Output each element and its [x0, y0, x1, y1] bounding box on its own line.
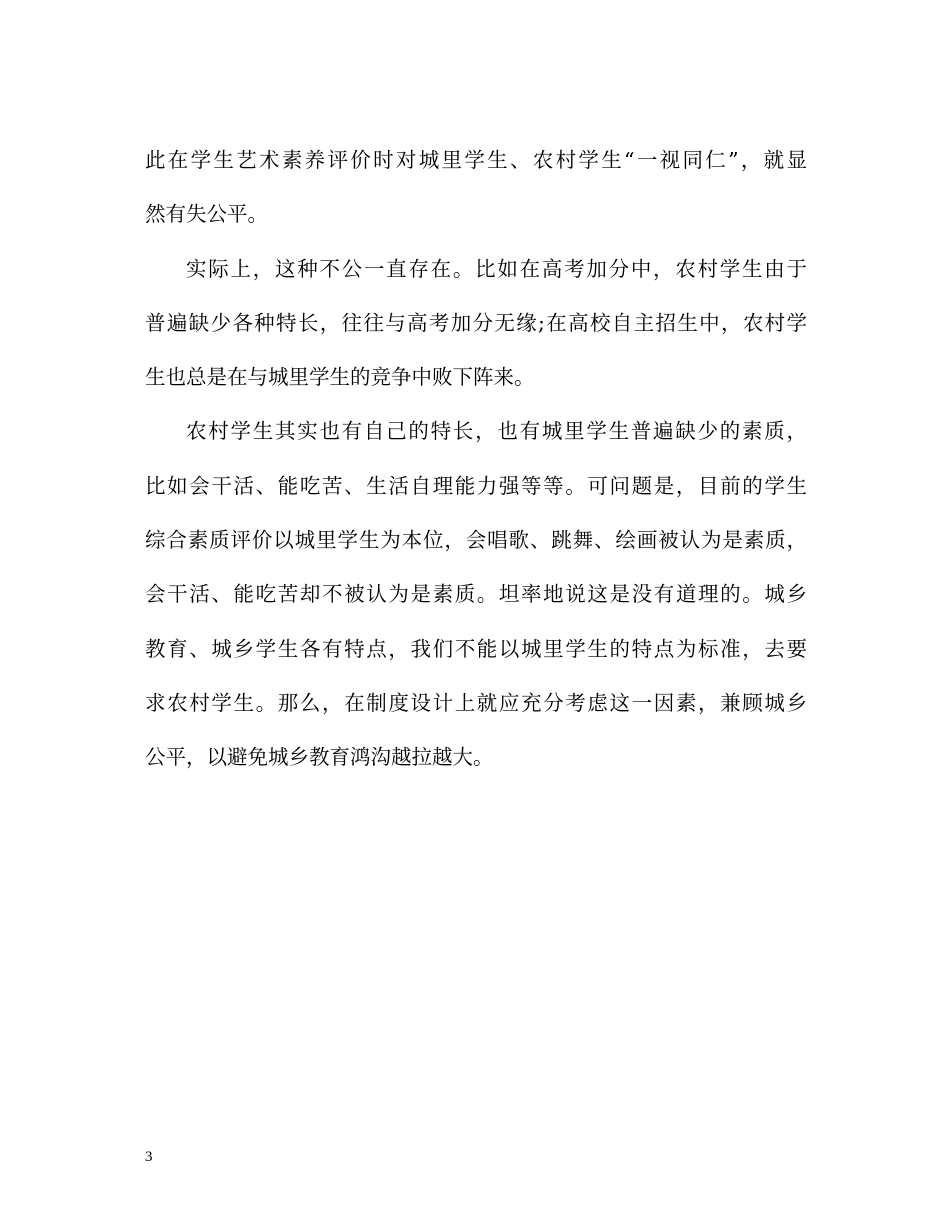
- paragraph-first-line: 农村学生其实也有自己的特长，也有城里学生普遍缺少的素质，: [186, 419, 807, 444]
- text-line: 公平，以避免城乡教育鸿沟越拉越大。: [145, 745, 494, 770]
- text-line: 此在学生艺术素养评价时对城里学生、农村学生“一视同仁”，就显: [145, 148, 807, 172]
- text-line: 生也总是在与城里学生的竞争中败下阵来。: [145, 365, 535, 390]
- page-number: 3: [145, 1149, 153, 1165]
- paragraph-first-line: 实际上，这种不公一直存在。比如在高考加分中，农村学生由于: [186, 256, 807, 281]
- text-line: 普遍缺少各种特长，往往与高考加分无缘;在高校自主招生中，农村学: [145, 310, 807, 335]
- body-text: [145, 133, 807, 785]
- text-line: 综合素质评价以城里学生为本位，会唱歌、跳舞、绘画被认为是素质，: [145, 528, 807, 553]
- text-line: 比如会干活、能吃苦、生活自理能力强等等。可问题是，目前的学生: [145, 473, 807, 498]
- text-line: 求农村学生。那么，在制度设计上就应充分考虑这一因素，兼顾城乡: [145, 690, 807, 715]
- text-line: 教育、城乡学生各有特点，我们不能以城里学生的特点为标准，去要: [145, 636, 807, 661]
- text-line: 会干活、能吃苦却不被认为是素质。坦率地说这是没有道理的。城乡: [145, 582, 807, 607]
- text-line: 然有失公平。: [145, 202, 268, 227]
